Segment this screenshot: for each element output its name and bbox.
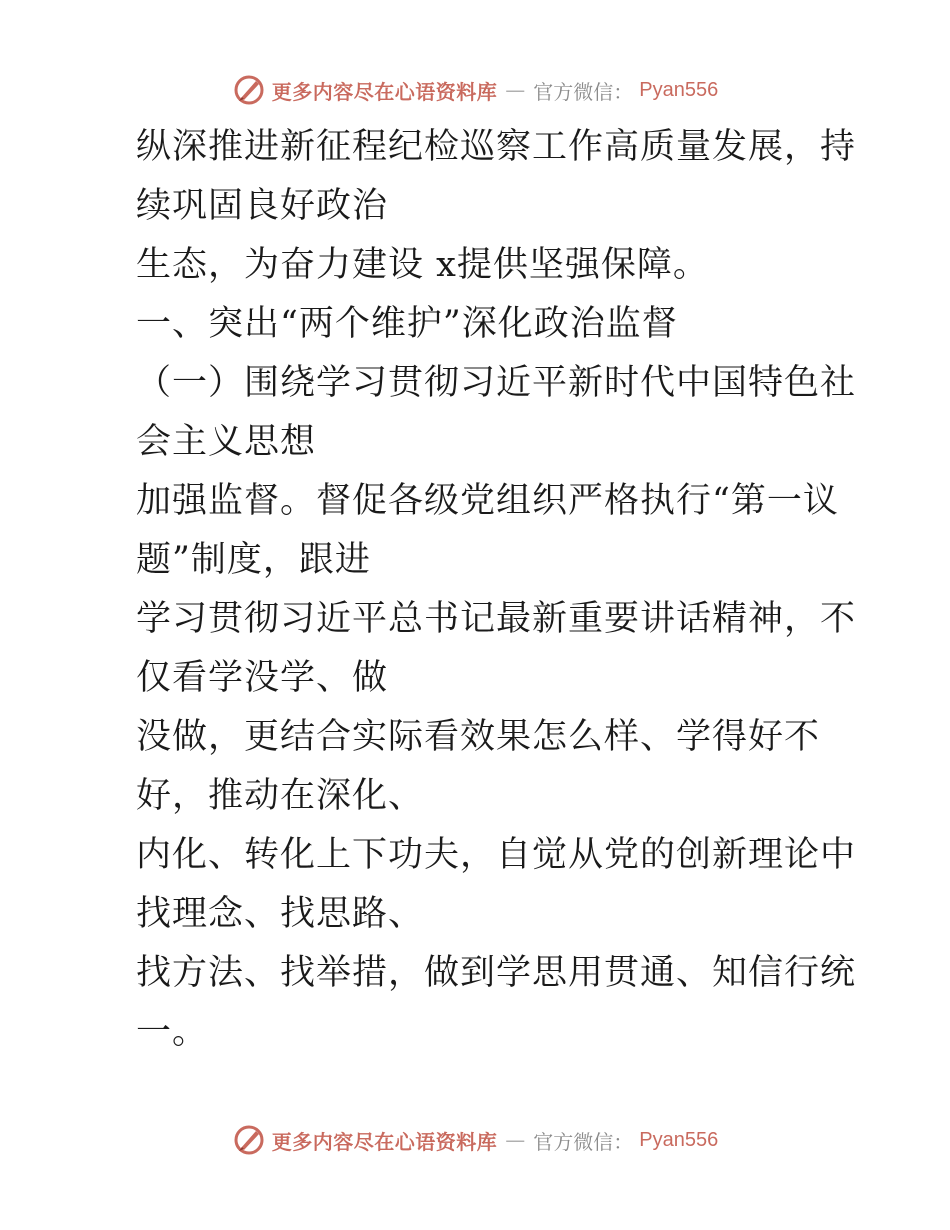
paragraph: 加强监督。督促各级党组织严格执行“第一议题”制度，跟进 bbox=[136, 481, 839, 580]
quill-pen-logo-icon bbox=[232, 1123, 266, 1157]
watermark-label: 官方微信： bbox=[533, 79, 634, 104]
paragraph: 学习贯彻习近平总书记最新重要讲话精神，不仅看学没学、做 bbox=[136, 599, 857, 698]
paragraph: 找方法、找举措，做到学思用贯通、知信行统一。 bbox=[136, 953, 857, 1052]
subsection-heading: （一）围绕学习贯彻习近平新时代中国特色社会主义思想 bbox=[136, 363, 857, 462]
quill-pen-logo-icon bbox=[232, 73, 266, 107]
paragraph: 生态，为奋力建设 x提供坚强保障。 bbox=[136, 245, 709, 285]
paragraph: 纵深推进新征程纪检巡察工作高质量发展，持续巩固良好政治 bbox=[136, 127, 857, 226]
watermark-separator: — bbox=[505, 78, 526, 102]
paragraph: 没做，更结合实际看效果怎么样、学得好不好，推动在深化、 bbox=[136, 717, 821, 816]
watermark-separator: — bbox=[505, 1128, 526, 1152]
document-body bbox=[98, 118, 868, 1062]
paragraph: 内化、转化上下功夫，自觉从党的创新理论中找理念、找思路、 bbox=[136, 835, 857, 934]
watermark-wechat-id: Pyan556 bbox=[639, 78, 719, 101]
header-watermark bbox=[0, 70, 950, 110]
section-heading: 一、突出“两个维护”深化政治监督 bbox=[136, 304, 678, 344]
watermark-label: 官方微信： bbox=[533, 1129, 634, 1154]
watermark-wechat-id: Pyan556 bbox=[639, 1128, 719, 1151]
watermark-text: 更多内容尽在心语资料库 bbox=[271, 1129, 498, 1154]
footer-watermark bbox=[0, 1120, 950, 1160]
watermark-text: 更多内容尽在心语资料库 bbox=[271, 79, 498, 104]
